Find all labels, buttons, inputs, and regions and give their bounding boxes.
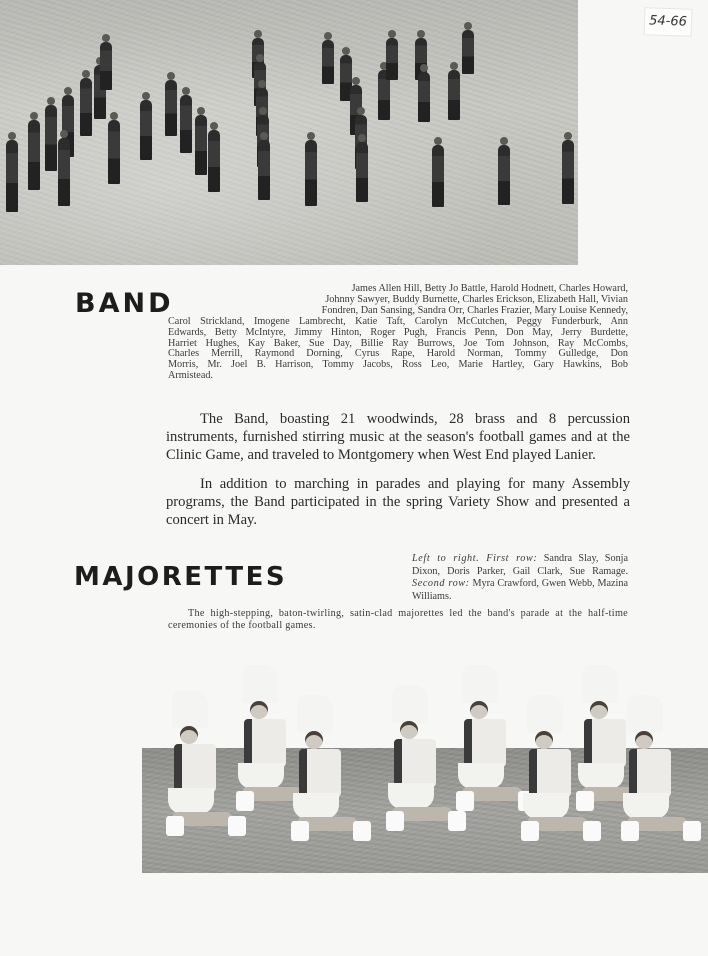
- roster-line: James Allen Hill, Betty Jo Battle, Harold Hodnett, Charles Howard,: [351, 283, 628, 294]
- band-member-figure: [562, 140, 574, 204]
- majorette-boot: [683, 821, 701, 841]
- roster-line: Johnny Sawyer, Buddy Burnette, Charles Erickson, Elizabeth Hall, Vivian: [325, 293, 628, 305]
- majorette-boot: [521, 821, 539, 841]
- band-photo: [0, 0, 578, 265]
- majorette-jacket: [629, 749, 671, 797]
- majorettes-heading: MAJORETTES: [74, 562, 288, 592]
- majorette-hat: [527, 695, 563, 733]
- majorette-boot: [228, 816, 246, 836]
- majorette-boot: [291, 821, 309, 841]
- majorette-skirt: [578, 763, 624, 789]
- majorette-face: [535, 731, 553, 749]
- majorette-hat: [392, 685, 428, 723]
- roster-line: Carol Strickland, Imogene Lambrecht, Katie Taft, Carolyn McCutchen, Peggy Funderburk, Ann: [168, 315, 628, 327]
- majorette-hat: [462, 665, 498, 703]
- majorette-face: [305, 731, 323, 749]
- majorettes-photo: [142, 645, 708, 873]
- band-member-figure: [45, 105, 57, 171]
- majorette-face: [180, 726, 198, 744]
- majorette-face: [250, 701, 268, 719]
- page-id-label: 54-66: [644, 7, 693, 37]
- band-roster: [168, 284, 628, 382]
- caption-intro: Left to right. First row:: [412, 553, 538, 564]
- band-member-figure: [108, 120, 120, 184]
- majorette-hat: [627, 695, 663, 733]
- roster-line: Armistead.: [168, 370, 213, 382]
- majorette-jacket: [174, 744, 216, 792]
- majorette-boot: [583, 821, 601, 841]
- band-description: [166, 410, 630, 539]
- majorette-boot: [236, 791, 254, 811]
- band-member-figure: [140, 100, 152, 160]
- roster-line: Charles Merrill, Raymond Dorning, Cyrus Rape, Harold Norman, Tommy Gulledge, Don: [168, 348, 628, 360]
- band-member-figure: [100, 42, 112, 90]
- majorette-jacket: [529, 749, 571, 797]
- majorette-boot: [353, 821, 371, 841]
- majorette-boot: [456, 791, 474, 811]
- band-member-figure: [448, 70, 460, 120]
- band-member-figure: [80, 78, 92, 136]
- majorette-jacket: [299, 749, 341, 797]
- majorette-boot: [386, 811, 404, 831]
- majorette-boot: [621, 821, 639, 841]
- band-member-figure: [28, 120, 40, 190]
- caption-first-row: Sandra Slay, Sonja Dixon, Doris Parker, Gail Clark, Sue Ramage.: [412, 553, 629, 577]
- majorette-skirt: [238, 763, 284, 789]
- band-member-figure: [208, 130, 220, 192]
- majorette-jacket: [394, 739, 436, 787]
- band-member-figure: [305, 140, 317, 206]
- majorette-hat: [582, 665, 618, 703]
- band-member-figure: [322, 40, 334, 84]
- band-member-figure: [195, 115, 207, 175]
- majorette-hat: [242, 665, 278, 703]
- majorette-skirt: [168, 788, 214, 814]
- roster-line: Morris, Mr. Joel B. Harrison, Tommy Jacobs, Ross Leo, Marie Hartley, Gary Hawkins, Bob: [168, 359, 628, 371]
- majorette-face: [470, 701, 488, 719]
- band-member-figure: [180, 95, 192, 153]
- majorette-boot: [448, 811, 466, 831]
- majorette-skirt: [293, 793, 339, 819]
- majorette-skirt: [388, 783, 434, 809]
- band-heading: BAND: [75, 288, 174, 319]
- band-member-figure: [462, 30, 474, 74]
- majorette-skirt: [458, 763, 504, 789]
- band-member-figure: [58, 138, 70, 206]
- roster-line: Edwards, Betty McIntyre, Jimmy Hinton, Roger Pugh, Francis Penn, Don May, Jerry Burdette,: [168, 326, 628, 338]
- band-paragraph: The Band, boasting 21 woodwinds, 28 brass and 8 percussion instruments, furnished stirring music at the season's football games and at the Clinic Game, and traveled to Montgomery when West End played Lanier.: [166, 411, 630, 464]
- majorettes-description: The high-stepping, baton-twirling, satin-clad majorettes led the band's parade at the half-time ceremonies of the football games.: [168, 608, 628, 632]
- band-member-figure: [498, 145, 510, 205]
- majorette-hat: [297, 695, 333, 733]
- band-member-figure: [418, 72, 430, 122]
- caption-second-row: Myra Crawford, Gwen Webb, Mazina Williams.: [412, 578, 629, 602]
- majorette-jacket: [244, 719, 286, 767]
- roster-line: Harriet Hughes, Kay Baker, Sue Day, Billie Ray Burrows, Joe Tom Johnson, Ray McCombs,: [168, 337, 628, 349]
- majorette-boot: [576, 791, 594, 811]
- majorette-hat: [172, 690, 208, 728]
- majorette-face: [590, 701, 608, 719]
- majorette-boot: [166, 816, 184, 836]
- majorette-jacket: [584, 719, 626, 767]
- majorette-jacket: [464, 719, 506, 767]
- majorette-skirt: [523, 793, 569, 819]
- band-member-figure: [356, 142, 368, 202]
- majorette-face: [400, 721, 418, 739]
- majorette-face: [635, 731, 653, 749]
- band-member-figure: [165, 80, 177, 136]
- band-paragraph: In addition to marching in parades and playing for many Assembly programs, the Band participated in the spring Variety Show and presented a concert in May.: [166, 475, 630, 529]
- caption-second-label: Second row:: [412, 578, 470, 590]
- band-member-figure: [432, 145, 444, 207]
- band-member-figure: [386, 38, 398, 80]
- majorettes-caption: [412, 553, 628, 603]
- band-member-figure: [6, 140, 18, 212]
- roster-line: Fondren, Dan Sansing, Sandra Orr, Charles Frazier, Mary Louise Kennedy,: [321, 304, 628, 316]
- majorette-skirt: [623, 793, 669, 819]
- band-member-figure: [258, 140, 270, 200]
